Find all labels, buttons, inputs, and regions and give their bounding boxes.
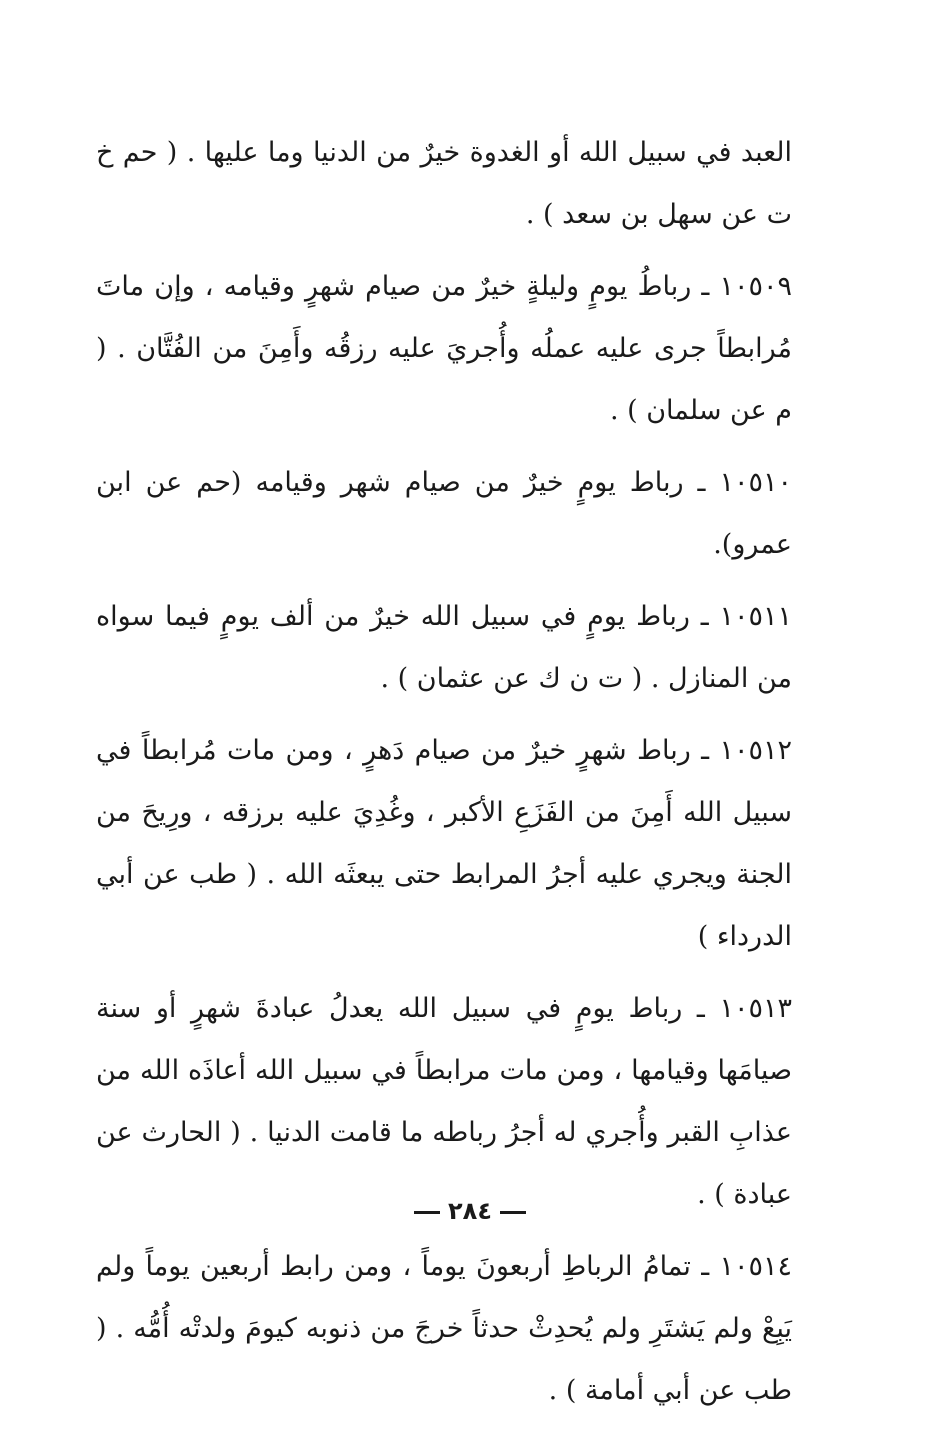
- hadith-paragraph: ١٠٥١١ ـ رباط يومٍ في سبيل الله خيرٌ من ألف يومٍ فيما سواه من المنازل . ( ت ن ك عن عثمان ) .: [96, 601, 792, 694]
- page-number: ٢٨٤: [448, 1197, 492, 1225]
- hadith-paragraph: ١٠٥١٢ ـ رباط شهرٍ خيرٌ من صيام دَهرٍ ، ومن مات مُرابطاً في سبيل الله أَمِنَ من الفَزَعِ الأكبر ، وغُدِيَ عليه برزقه ، ورِيحَ من الجنة ويجري عليه أجرُ المرابط حتى يبعثَه الله . ( طب عن أبي الدرداء ): [96, 735, 792, 952]
- hadith-paragraph: ١٠٥١٣ ـ رباط يومٍ في سبيل الله يعدلُ عبادةَ شهرٍ أو سنة صيامَها وقيامها ، ومن مات مرابطاً في سبيل الله أعاذَه الله من عذابِ القبر وأُجري له أجرُ رباطه ما قامت الدنيا . ( الحارث عن عبادة ) .: [96, 993, 792, 1210]
- hadith-paragraph: ١٠٥١٠ ـ رباط يومٍ خيرٌ من صيام شهر وقيامه (حم عن ابن عمرو).: [96, 467, 792, 560]
- page-number-footer: [0, 1196, 940, 1226]
- hadith-paragraph: ١٠٥٠٩ ـ رباطُ يومٍ وليلةٍ خيرٌ من صيام شهرٍ وقيامه ، وإن ماتَ مُرابطاً جرى عليه عملُه وأُجريَ عليه رزقُه وأَمِنَ من الفُتَّان . ( م عن سلمان ) .: [96, 271, 792, 426]
- page-number-dash-right: [500, 1211, 526, 1214]
- hadith-paragraph: العبد في سبيل الله أو الغدوة خيرٌ من الدنيا وما عليها . ( حم خ ت عن سهل بن سعد ) .: [96, 137, 792, 230]
- hadith-text-block: [96, 122, 792, 1432]
- hadith-paragraph: ١٠٥١٤ ـ تمامُ الرباطِ أربعونَ يوماً ، ومن رابط أربعين يوماً ولم يَبِعْ ولم يَشتَرِ ولم يُحدِثْ حدثاً خرجَ من ذنوبه كيومَ ولدتْه أُمُّه . ( طب عن أبي أمامة ) .: [96, 1251, 792, 1406]
- page-number-dash-left: [414, 1211, 440, 1214]
